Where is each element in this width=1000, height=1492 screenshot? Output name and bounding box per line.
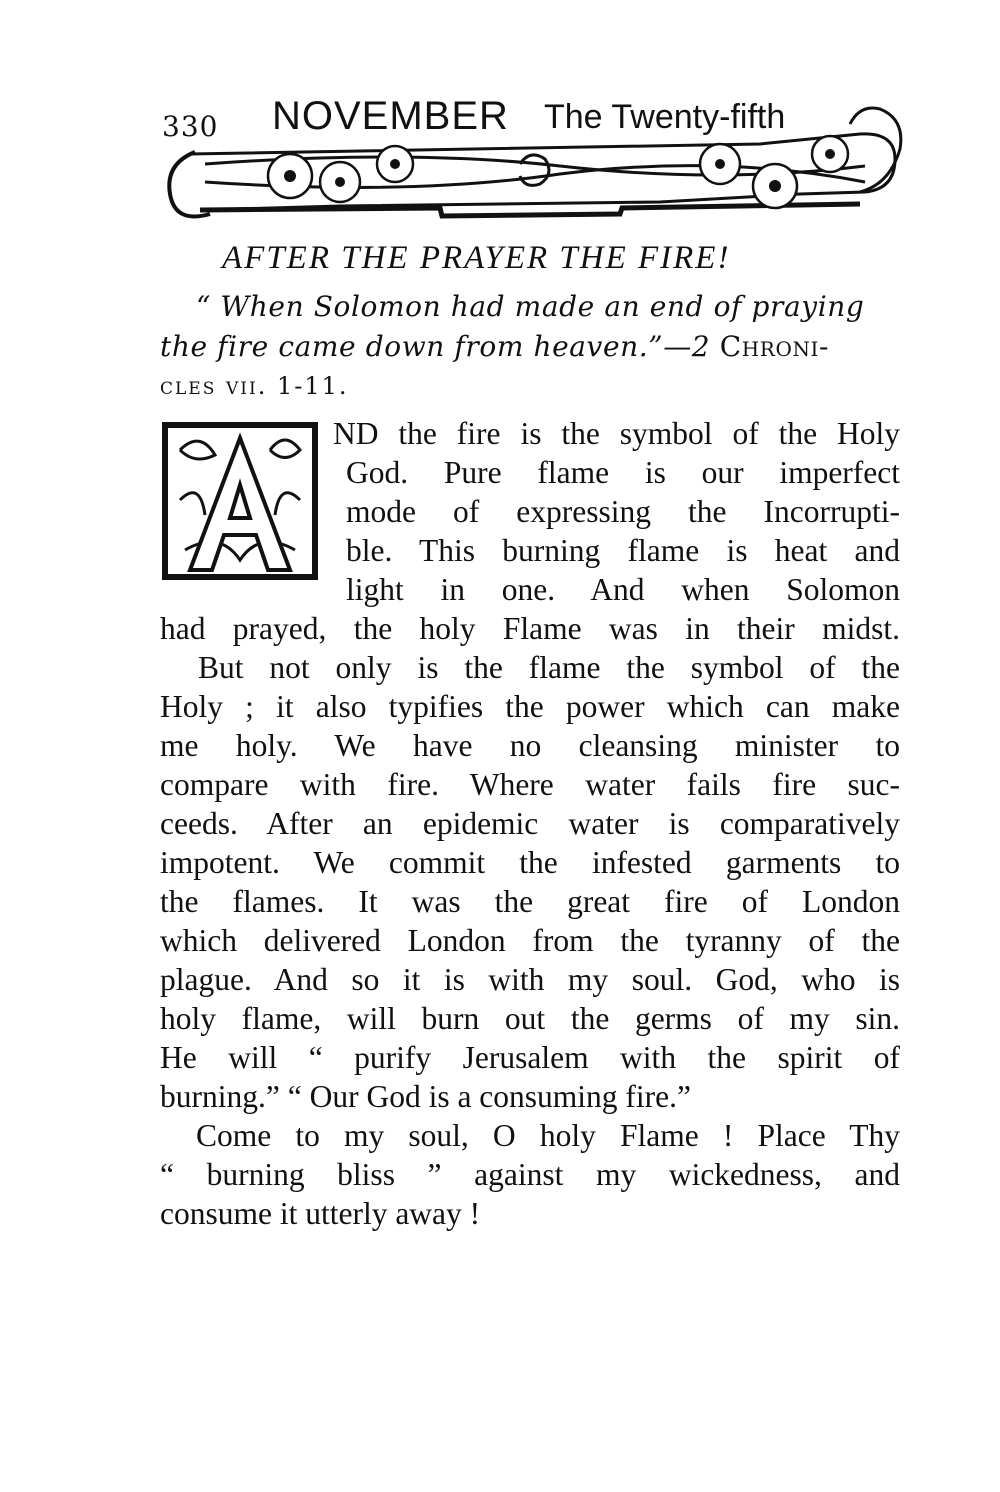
text-line: compare with fire. Where water fails fire suc-	[160, 767, 900, 802]
text-line: Holy ; it also typifies the power which can make	[160, 689, 900, 724]
text-line: which delivered London from the tyranny of the	[160, 923, 900, 958]
header-month: NOVEMBER	[272, 94, 509, 138]
text-line: ND the fire is the symbol of the Holy	[333, 416, 900, 451]
text-line: God. Pure flame is our imperfect	[346, 455, 900, 490]
scripture-reference: Chroni-	[719, 330, 830, 363]
epigraph-line-1: “ When Solomon had made an end of praying	[196, 290, 865, 323]
text-line: Come to my soul, O holy Flame ! Place Thy	[196, 1118, 900, 1153]
text-line: had prayed, the holy Flame was in their midst.	[160, 611, 900, 646]
text-line: “ burning bliss ” against my wickedness, and	[160, 1157, 900, 1192]
devotion-title: AFTER THE PRAYER THE FIRE!	[222, 240, 731, 276]
text-line: He will “ purify Jerusalem with the spirit of	[160, 1040, 900, 1075]
text-line: light in one. And when Solomon	[346, 572, 900, 607]
text-line: me holy. We have no cleansing minister to	[160, 728, 900, 763]
text-line: holy flame, will burn out the germs of my sin.	[160, 1001, 900, 1036]
text-line: consume it utterly away !	[160, 1196, 481, 1231]
text-line: ceeds. After an epidemic water is comparatively	[160, 806, 900, 841]
text-line: plague. And so it is with my soul. God, who is	[160, 962, 900, 997]
text-line: impotent. We commit the infested garments to	[160, 845, 900, 880]
text-line: mode of expressing the Incorrupti-	[346, 494, 900, 529]
text-line: But not only is the flame the symbol of the	[198, 650, 900, 685]
header-day: The Twenty-fifth	[544, 98, 786, 136]
decorated-dropcap-a	[160, 420, 320, 582]
page-number: 330	[162, 110, 219, 143]
epigraph-line-2	[160, 330, 829, 363]
floral-banner-ornament	[160, 104, 910, 234]
epigraph-text: the fire came down from heaven.”—2	[160, 330, 720, 363]
epigraph-line-3: cles vii. 1-11.	[160, 372, 349, 400]
text-line: ble. This burning flame is heat and	[346, 533, 900, 568]
text-line: burning.” “ Our God is a consuming fire.”	[160, 1079, 691, 1114]
text-line: the flames. It was the great fire of London	[160, 884, 900, 919]
